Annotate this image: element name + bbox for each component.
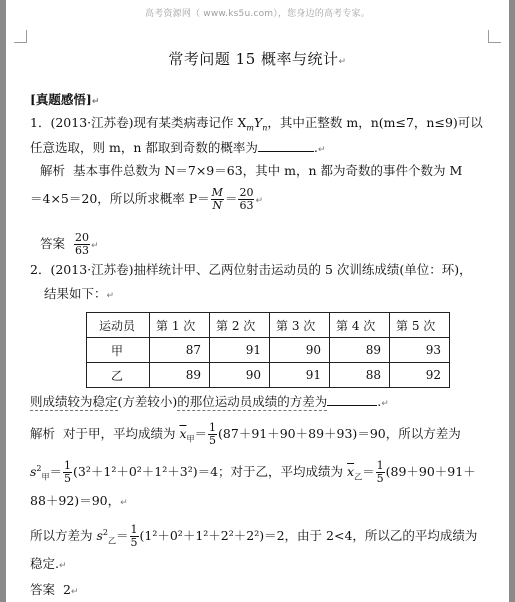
numerator: 1 (376, 459, 384, 472)
q1-solution-line1 (30, 163, 462, 179)
denominator: N (212, 199, 223, 212)
table-cell: 89 (330, 338, 390, 363)
q2-solution-line3 (30, 493, 128, 511)
section-label: [真题感悟] (30, 92, 92, 107)
table-cell: 88 (330, 363, 390, 388)
paragraph-mark-icon: ↵ (90, 241, 99, 251)
score-table (86, 312, 450, 388)
page-title (6, 48, 509, 69)
mean-symbol: $\overline{x}$ (179, 426, 187, 441)
numerator: M (211, 186, 223, 199)
table-header-cell: 第 2 次 (210, 313, 270, 338)
q2-solution-line4: 所以方差为 $s^2_乙=$ $\frac{1}{5}$ (1²＋0²＋1²＋2²＋2²)＝2，由于 2<4，所以乙的平均成绩为 (30, 523, 478, 549)
solution-text: (89＋90＋91＋ (385, 464, 476, 479)
solution-text: 所以方差为 (30, 528, 97, 543)
paragraph-mark-icon: ↵ (381, 399, 389, 409)
solution-text: (3²＋1²＋0²＋1²＋3²)＝4；对于乙，平均成绩为 (73, 464, 348, 479)
q2-solution-line5 (30, 556, 67, 574)
q2-answer (30, 582, 78, 600)
q1-stem-cont: 任意选取，则 m，n 都取到奇数的概率为 (30, 140, 258, 155)
spell-check-underlined-text: 的那位运动员成绩的方差为 (177, 394, 328, 409)
solution-label: 解析 (30, 426, 56, 441)
equals: ＝ (224, 191, 238, 206)
fraction (208, 422, 217, 447)
paragraph-mark-icon: ↵ (120, 498, 128, 508)
variance-symbol: s (30, 464, 37, 479)
subscript: 甲 (41, 472, 50, 482)
denominator: 63 (239, 199, 254, 212)
q2-stem-line2 (30, 286, 114, 304)
solution-text: ＝4×5＝20，所以所求概率 P＝ (30, 191, 210, 206)
table-header-cell: 运动员 (87, 313, 150, 338)
fraction (376, 460, 385, 485)
table-cell: 89 (150, 363, 210, 388)
section-heading (30, 92, 99, 110)
table-cell: 93 (390, 338, 450, 363)
page-header: 高考资源网（ www.ks5u.com），您身边的高考专家。 (145, 9, 370, 19)
fraction (238, 187, 254, 212)
table-cell: 90 (270, 338, 330, 363)
denominator: 5 (130, 536, 138, 549)
variance-symbol: s (96, 528, 103, 543)
subscript: 乙 (354, 472, 363, 482)
table-header-cell: 第 3 次 (270, 313, 330, 338)
numerator: 20 (74, 231, 89, 244)
subscript: n (262, 123, 268, 133)
subscript: 甲 (186, 434, 195, 444)
q2-stem-line1 (30, 262, 472, 278)
denominator: 5 (64, 472, 72, 485)
subscript: m (246, 123, 254, 133)
answer-blank (327, 393, 377, 406)
table-cell: 92 (390, 363, 450, 388)
fraction (130, 524, 139, 549)
solution-text: (87＋91＋90＋89＋93)＝90，所以方差为 (218, 426, 461, 441)
equals: ＝ (194, 426, 208, 441)
title-text: 常考问题 15 概率与统计 (168, 50, 339, 68)
paragraph-mark-icon: ↵ (317, 145, 326, 155)
numerator: 20 (239, 186, 254, 199)
numerator: 1 (130, 523, 138, 536)
paragraph-mark-icon: ↵ (91, 97, 100, 107)
denominator: 5 (209, 434, 217, 447)
solution-label: 解析 (40, 163, 66, 178)
answer-blank (258, 139, 314, 152)
punct: . (377, 394, 382, 409)
table-row (87, 338, 450, 363)
subscript: 乙 (108, 536, 116, 546)
table-header-cell: 第 1 次 (150, 313, 210, 338)
table-header-cell: 第 4 次 (330, 313, 390, 338)
answer-label: 答案 (30, 582, 56, 597)
q2-stem-cont: 结果如下： (44, 286, 107, 301)
paragraph-mark-icon: ↵ (338, 57, 347, 67)
row-label-cell: 甲 (87, 338, 150, 363)
q2-solution-line2: $s^2_甲=$ $\frac{1}{5}$ (3²＋1²＋0²＋1²＋3²)＝4；对于乙，平均成绩为 $\overline{x}_乙=$ $\frac{1}{5}$ (89＋90＋91＋ (30, 459, 476, 485)
numerator: 1 (64, 459, 72, 472)
row-label-cell: 乙 (87, 363, 150, 388)
solution-text: 对于甲，平均成绩为 (62, 426, 180, 441)
q1-answer (30, 232, 99, 257)
table-cell: 90 (210, 363, 270, 388)
variable: Y (253, 115, 263, 130)
paragraph-mark-icon: ↵ (106, 291, 115, 301)
solution-text: (1²＋0²＋1²＋2²＋2²)＝2，由于 2<4，所以乙的平均成绩为 (139, 528, 478, 543)
table-row (87, 363, 450, 388)
q1-stem-line2 (30, 139, 325, 158)
fraction (63, 460, 72, 485)
table-cell: 91 (270, 363, 330, 388)
q2-stem: 2．(2013·江苏卷)抽样统计甲、乙两位射击运动员的 5 次训练成绩(单位：环)， (30, 262, 472, 277)
fraction (211, 187, 224, 212)
document-page (6, 0, 509, 602)
table-header-cell: 第 5 次 (390, 313, 450, 338)
margin-corner-mark (14, 30, 27, 43)
solution-text: 基本事件总数为 N＝7×9＝63，其中 m，n 都为奇数的事件个数为 M (72, 163, 463, 178)
answer-label: 答案 (40, 236, 66, 251)
denominator: 5 (376, 472, 384, 485)
q2-text: (方差较小) (117, 394, 178, 409)
q1-stem: 1．(2013·江苏卷)现有某类病毒记作 X (30, 115, 247, 130)
q1-stem-line1 (30, 115, 483, 137)
table-cell: 87 (150, 338, 210, 363)
numerator: 1 (209, 421, 217, 434)
table-header-row (87, 313, 450, 338)
fraction (74, 232, 90, 257)
solution-text: 88＋92)＝90， (30, 493, 121, 508)
q2-question-line (30, 393, 389, 412)
paragraph-mark-icon: ↵ (70, 587, 79, 597)
table-cell: 91 (210, 338, 270, 363)
denominator: 63 (74, 244, 89, 257)
q1-solution-line2 (30, 187, 263, 212)
mean-symbol: $\overline{x}$ (347, 464, 355, 479)
q1-stem-cont: ，其中正整数 m，n(m≤7，n≤9)可以 (267, 115, 483, 130)
paragraph-mark-icon: ↵ (58, 561, 67, 571)
punct: . (313, 140, 318, 155)
spell-check-underlined-text: 则成绩较为稳定 (30, 394, 118, 409)
solution-text: 稳定. (30, 556, 59, 571)
paragraph-mark-icon: ↵ (255, 196, 263, 206)
answer-value: 2 (62, 582, 71, 597)
margin-corner-mark (488, 30, 501, 43)
q2-solution-line1 (30, 422, 461, 448)
